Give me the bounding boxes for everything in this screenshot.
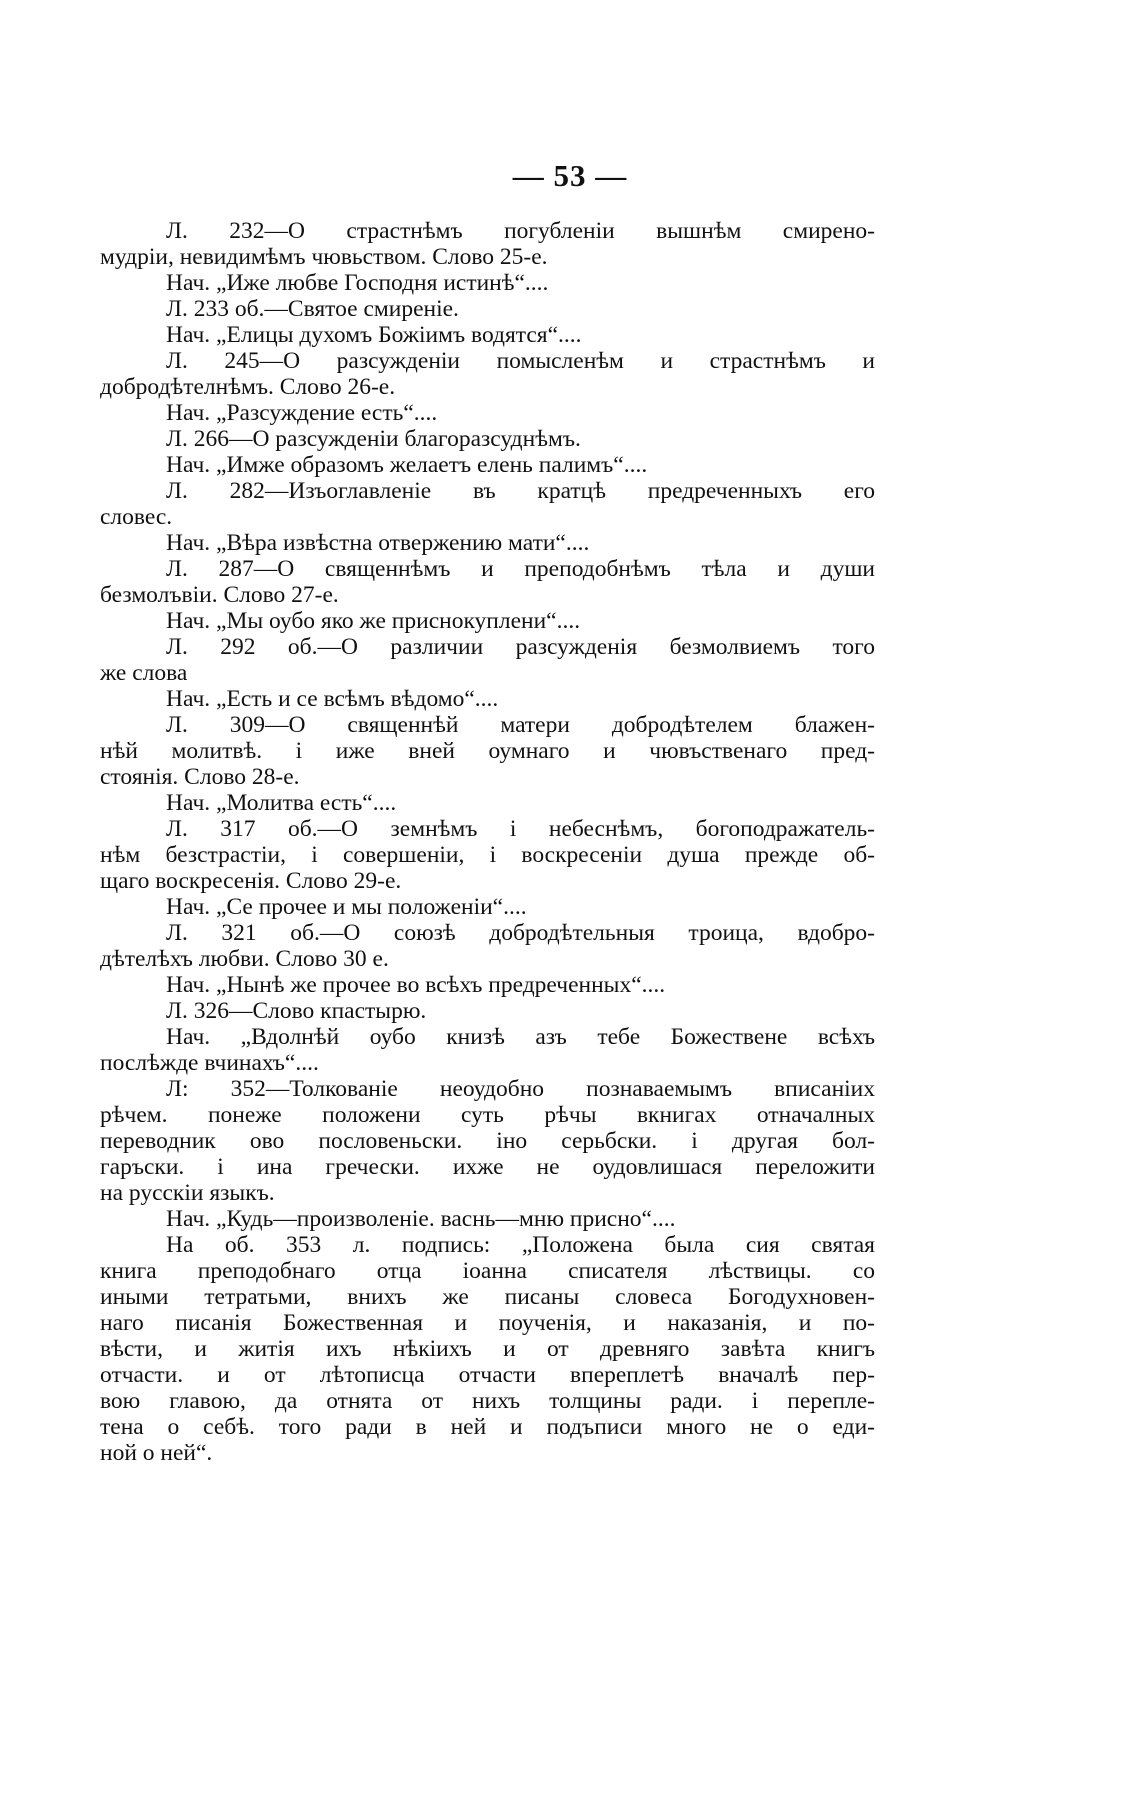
text-line: на русскіи языкъ.: [100, 1180, 275, 1206]
text-line: Л. 326—Слово кпастырю.: [166, 998, 427, 1024]
text-line: Нач. „Се прочее и мы положеніи“....: [166, 894, 527, 920]
text-line: Нач. „Имже образомъ желаетъ елень палимъ“....: [166, 452, 648, 478]
text-line: иными тетратьми, внихъ же писаны словеса Богодухновен-: [100, 1284, 875, 1310]
text-line: же слова: [100, 660, 188, 686]
text-line: нѣм безстрастіи, і совершеніи, і воскресеніи душа прежде об-: [100, 842, 875, 868]
text-line: Нач. „Елицы духомъ Божіимъ водятся“....: [166, 322, 582, 348]
text-line: Нач. „Вѣра извѣстна отвержению мати“....: [166, 530, 590, 556]
text-line: наго писанія Божественная и поученія, и наказанія, и по-: [100, 1310, 875, 1336]
text-line: Нач. „Вдолнѣй оубо книзѣ азъ тебе Божествене всѣхъ: [166, 1024, 875, 1050]
text-line: тена о себѣ. того ради в ней и подъписи много не о еди-: [100, 1414, 875, 1440]
text-line: Нач. „Мы оубо яко же приснокуплени“....: [166, 608, 581, 634]
text-line: послѣжде вчинахъ“....: [100, 1050, 319, 1076]
text-line: безмолъвіи. Слово 27-е.: [100, 582, 339, 608]
text-line: Нач. „Молитва есть“....: [166, 790, 397, 816]
text-line: Л: 352—Толкованіе неоудобно познаваемымъ вписаніих: [166, 1076, 875, 1102]
text-line: отчасти. и от лѣтописца отчасти впереплетѣ вначалѣ пер-: [100, 1362, 875, 1388]
text-line: Л. 266—О разсужденіи благоразсуднѣмъ.: [166, 426, 581, 452]
text-line: Л. 321 об.—О союзѣ добродѣтельныя троица, вдобро-: [166, 920, 875, 946]
text-line: вою главою, да отнята от нихъ толщины ради. і перепле-: [100, 1388, 875, 1414]
text-line: добродѣтелнѣмъ. Слово 26-е.: [100, 374, 396, 400]
text-line: Нач. „Есть и се всѣмъ вѣдомо“....: [166, 686, 499, 712]
text-line: стоянія. Слово 28-е.: [100, 764, 300, 790]
text-line: книга преподобнаго отца іоанна списателя лѣствицы. со: [100, 1258, 875, 1284]
text-line: вѣсти, и житія ихъ нѣкіихъ и от древняго завѣта книгъ: [100, 1336, 875, 1362]
text-line: нѣй молитвѣ. і иже вней оумнаго и чювъственаго пред-: [100, 738, 875, 764]
text-line: ной о ней“.: [100, 1440, 213, 1466]
text-line: Л. 233 об.—Святое смиреніе.: [166, 296, 459, 322]
text-line: гаръски. і ина гречески. ихже не оудовлишася переложити: [100, 1154, 875, 1180]
page-number: — 53 —: [512, 158, 628, 193]
text-line: Л. 245—О разсужденіи помысленѣм и страстнѣмъ и: [166, 348, 875, 374]
text-line: Л. 309—О священнѣй матери добродѣтелем блажен-: [166, 712, 875, 738]
text-line: Л. 317 об.—О земнѣмъ і небеснѣмъ, богоподражатель-: [166, 816, 875, 842]
text-line: Л. 287—О священнѣмъ и преподобнѣмъ тѣла и души: [166, 556, 875, 582]
text-line: щаго воскресенія. Слово 29-е.: [100, 868, 402, 894]
text-line: Нач. „Разсуждение есть“....: [166, 400, 438, 426]
text-line: Нач. „Кудь—произволеніе. васнь—мню присно“....: [166, 1206, 676, 1232]
text-line: Л. 292 об.—О различии разсужденія безмолвиемъ того: [166, 634, 875, 660]
body-text: [100, 218, 875, 1466]
text-line: Л. 232—О страстнѣмъ погубленіи вышнѣм смирено-: [166, 218, 875, 244]
text-line: переводник ово пословеньски. іно серьбски. і другая бол-: [100, 1128, 875, 1154]
text-line: Нач. „Иже любве Господня истинѣ“....: [166, 270, 549, 296]
text-line: мудріи, невидимѣмъ чювьством. Слово 25-е.: [100, 244, 548, 270]
text-line: На об. 353 л. подпись: „Положена была сия святая: [166, 1232, 875, 1258]
text-line: дѣтелѣхъ любви. Слово 30 е.: [100, 946, 389, 972]
text-line: Нач. „Нынѣ же прочее во всѣхъ предреченных“....: [166, 972, 666, 998]
text-line: рѣчем. понеже положени суть рѣчы вкнигах отначалных: [100, 1102, 875, 1128]
text-line: Л. 282—Изъоглавленіе въ кратцѣ предреченныхъ его: [166, 478, 875, 504]
text-line: словес.: [100, 504, 173, 530]
